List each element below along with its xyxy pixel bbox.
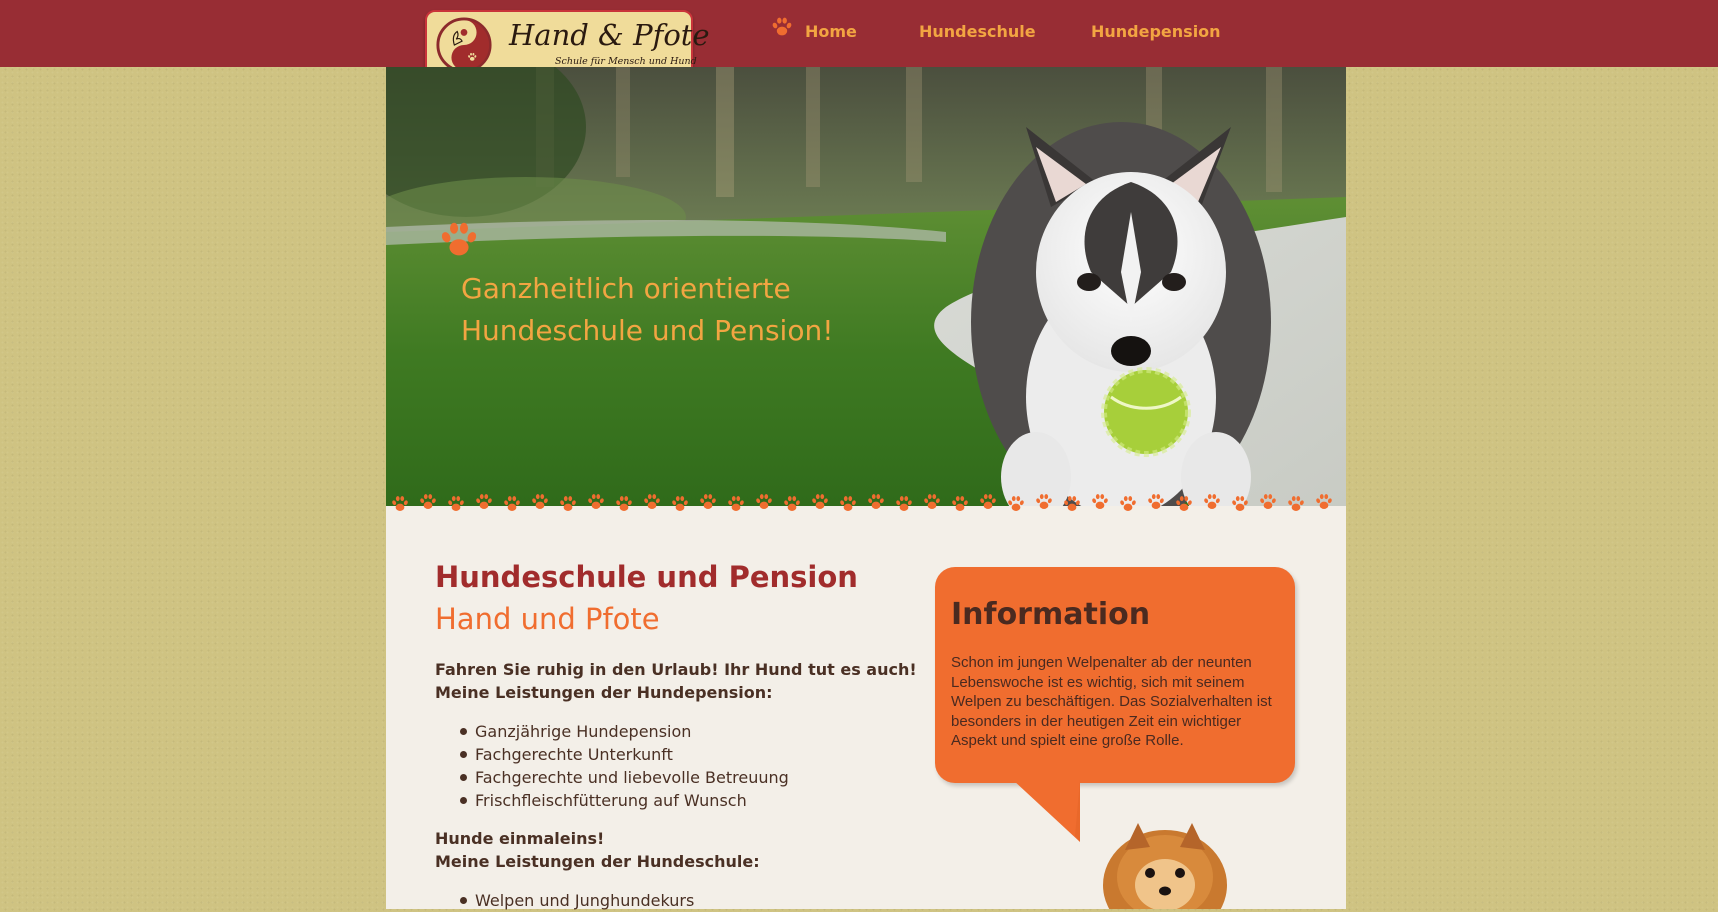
nav-home[interactable]: Home: [805, 22, 857, 41]
page-title: Hundeschule und Pension: [435, 560, 858, 594]
hero-tagline-line2: Hundeschule und Pension!: [461, 314, 834, 347]
list-item: Welpen und Junghundekurs: [435, 889, 694, 912]
hero-tagline: [461, 268, 833, 352]
logo-emblem-icon: [435, 16, 493, 74]
nav-hundeschule[interactable]: Hundeschule: [919, 22, 1036, 41]
paw-icon: [770, 15, 794, 39]
pension-services-list: [435, 720, 789, 812]
paw-icon: [437, 217, 481, 263]
information-box: [935, 567, 1295, 783]
top-navigation-bar: [0, 0, 1718, 67]
brand-name: Hand & Pfote: [509, 18, 710, 52]
information-title: Information: [951, 597, 1151, 632]
pension-intro: [435, 658, 917, 704]
information-text: Schon im jungen Welpenalter ab der neunten Lebenswoche ist es wichtig, sich mit seinem Welpen zu beschäftigen. Das Sozialverhalten ist besonders in der heutigen Zeit ein wichtiger Aspekt und spielt eine große Rolle.: [951, 654, 1272, 749]
page-subtitle: Hand und Pfote: [435, 602, 660, 636]
brand-tagline: Schule für Mensch und Hund: [555, 56, 697, 67]
school-intro: [435, 827, 760, 873]
list-item: Ganzjährige Hundepension: [435, 720, 789, 743]
pomeranian-dog-image: [1090, 815, 1240, 909]
paw-border: [386, 490, 1346, 520]
school-intro-line2: Meine Leistungen der Hundeschule:: [435, 852, 760, 871]
pension-intro-line1: Fahren Sie ruhig in den Urlaub! Ihr Hund tut es auch!: [435, 660, 917, 679]
speech-bubble-tail: [1005, 780, 1095, 842]
list-item: Fachgerechte Unterkunft: [435, 743, 789, 766]
school-intro-line1: Hunde einmaleins!: [435, 829, 605, 848]
pension-intro-line2: Meine Leistungen der Hundepension:: [435, 683, 773, 702]
list-item: Fachgerechte und liebevolle Betreuung: [435, 766, 789, 789]
list-item: Frischfleischfütterung auf Wunsch: [435, 789, 789, 812]
nav-hundepension[interactable]: Hundepension: [1091, 22, 1221, 41]
hero-tagline-line1: Ganzheitlich orientierte: [461, 272, 791, 305]
